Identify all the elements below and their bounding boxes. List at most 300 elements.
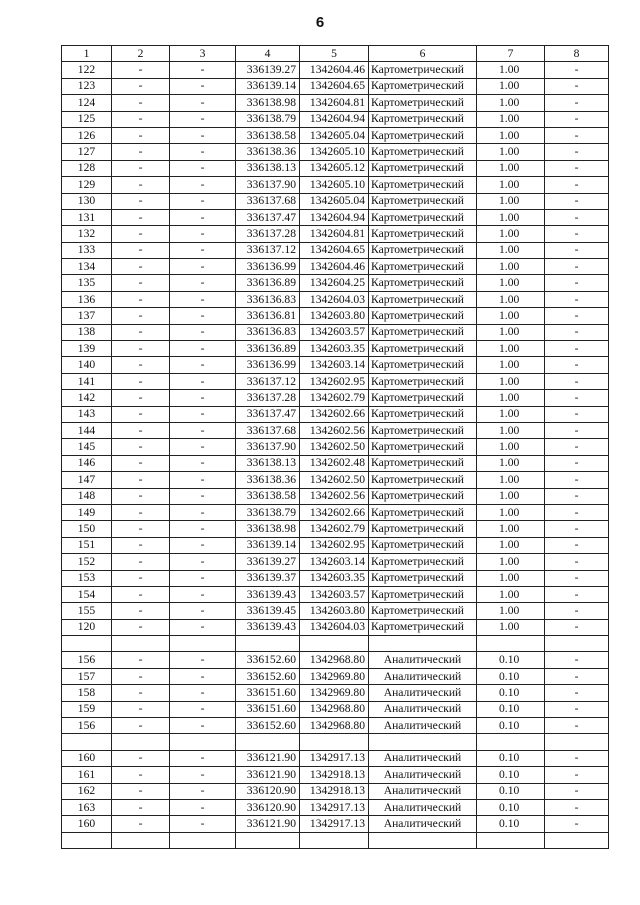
table-row — [62, 406, 609, 422]
col-8-cell: - — [545, 455, 609, 471]
col-2-cell: - — [112, 390, 170, 406]
col-8-cell: - — [545, 537, 609, 553]
method-cell: Картометрический — [369, 111, 477, 127]
accuracy-cell: 0.10 — [477, 685, 545, 701]
method-cell — [369, 636, 477, 652]
coord-y-cell: 1342969.80 — [300, 685, 369, 701]
header-cell-7: 7 — [477, 46, 545, 62]
accuracy-cell: 1.00 — [477, 521, 545, 537]
col-3-cell: - — [170, 226, 236, 242]
col-2-cell: - — [112, 685, 170, 701]
method-cell: Картометрический — [369, 488, 477, 504]
col-3-cell: - — [170, 193, 236, 209]
coord-y-cell: 1342604.94 — [300, 209, 369, 225]
table-row — [62, 242, 609, 258]
col-2-cell: - — [112, 160, 170, 176]
coord-y-cell: 1342968.80 — [300, 652, 369, 668]
coord-y-cell: 1342602.66 — [300, 504, 369, 520]
method-cell: Картометрический — [369, 308, 477, 324]
point-number-cell: 139 — [62, 341, 112, 357]
col-8-cell — [545, 832, 609, 848]
coord-x-cell: 336139.27 — [236, 554, 300, 570]
col-8-cell: - — [545, 324, 609, 340]
method-cell: Картометрический — [369, 570, 477, 586]
coord-y-cell: 1342603.14 — [300, 554, 369, 570]
coord-y-cell: 1342602.48 — [300, 455, 369, 471]
coord-y-cell: 1342602.79 — [300, 390, 369, 406]
point-number-cell: 128 — [62, 160, 112, 176]
accuracy-cell: 1.00 — [477, 504, 545, 520]
method-cell: Аналитический — [369, 668, 477, 684]
coord-y-cell: 1342604.03 — [300, 291, 369, 307]
coord-x-cell: 336139.27 — [236, 62, 300, 78]
coord-y-cell: 1342604.81 — [300, 226, 369, 242]
coord-x-cell: 336138.58 — [236, 488, 300, 504]
accuracy-cell: 0.10 — [477, 652, 545, 668]
col-8-cell: - — [545, 390, 609, 406]
col-2-cell: - — [112, 308, 170, 324]
col-8-cell: - — [545, 472, 609, 488]
coord-y-cell: 1342602.95 — [300, 373, 369, 389]
header-cell-3: 3 — [170, 46, 236, 62]
col-2-cell: - — [112, 750, 170, 766]
method-cell: Картометрический — [369, 390, 477, 406]
point-number-cell: 135 — [62, 275, 112, 291]
method-cell: Картометрический — [369, 603, 477, 619]
table-row — [62, 586, 609, 602]
method-cell: Картометрический — [369, 619, 477, 635]
coord-y-cell: 1342603.80 — [300, 603, 369, 619]
accuracy-cell: 1.00 — [477, 554, 545, 570]
accuracy-cell: 1.00 — [477, 209, 545, 225]
accuracy-cell: 1.00 — [477, 242, 545, 258]
accuracy-cell: 1.00 — [477, 111, 545, 127]
accuracy-cell: 1.00 — [477, 390, 545, 406]
method-cell: Картометрический — [369, 127, 477, 143]
accuracy-cell: 1.00 — [477, 95, 545, 111]
method-cell: Картометрический — [369, 275, 477, 291]
method-cell: Аналитический — [369, 783, 477, 799]
point-number-cell: 157 — [62, 668, 112, 684]
coord-x-cell: 336138.98 — [236, 521, 300, 537]
col-2-cell: - — [112, 668, 170, 684]
col-2-cell: - — [112, 226, 170, 242]
table-row — [62, 537, 609, 553]
method-cell: Картометрический — [369, 78, 477, 94]
method-cell — [369, 734, 477, 750]
col-3-cell: - — [170, 685, 236, 701]
col-3-cell: - — [170, 816, 236, 832]
header-cell-1: 1 — [62, 46, 112, 62]
method-cell: Картометрический — [369, 193, 477, 209]
accuracy-cell — [477, 636, 545, 652]
method-cell: Картометрический — [369, 373, 477, 389]
method-cell: Картометрический — [369, 95, 477, 111]
point-number-cell: 142 — [62, 390, 112, 406]
col-3-cell: - — [170, 554, 236, 570]
table-row — [62, 488, 609, 504]
col-2-cell: - — [112, 193, 170, 209]
col-2-cell: - — [112, 504, 170, 520]
col-3-cell: - — [170, 341, 236, 357]
col-2-cell: - — [112, 341, 170, 357]
col-3-cell — [170, 734, 236, 750]
method-cell: Картометрический — [369, 472, 477, 488]
col-2-cell: - — [112, 357, 170, 373]
coord-y-cell: 1342605.04 — [300, 193, 369, 209]
table-row — [62, 62, 609, 78]
point-number-cell: 147 — [62, 472, 112, 488]
col-2-cell: - — [112, 472, 170, 488]
col-2-cell: - — [112, 603, 170, 619]
table-row — [62, 226, 609, 242]
point-number-cell: 156 — [62, 652, 112, 668]
coord-y-cell: 1342917.13 — [300, 799, 369, 815]
col-3-cell: - — [170, 275, 236, 291]
table-row — [62, 127, 609, 143]
table-row — [62, 78, 609, 94]
accuracy-cell: 1.00 — [477, 472, 545, 488]
coord-y-cell: 1342602.50 — [300, 439, 369, 455]
table-row — [62, 521, 609, 537]
col-8-cell: - — [545, 259, 609, 275]
col-3-cell: - — [170, 750, 236, 766]
coord-y-cell: 1342605.12 — [300, 160, 369, 176]
coord-x-cell: 336137.90 — [236, 177, 300, 193]
coord-x-cell — [236, 832, 300, 848]
col-8-cell: - — [545, 62, 609, 78]
table-row — [62, 750, 609, 766]
accuracy-cell: 1.00 — [477, 586, 545, 602]
col-8-cell: - — [545, 685, 609, 701]
coord-x-cell: 336137.28 — [236, 390, 300, 406]
col-2-cell: - — [112, 718, 170, 734]
coord-y-cell: 1342604.03 — [300, 619, 369, 635]
method-cell: Картометрический — [369, 455, 477, 471]
coord-x-cell: 336121.90 — [236, 750, 300, 766]
col-8-cell: - — [545, 586, 609, 602]
coord-x-cell: 336138.36 — [236, 472, 300, 488]
col-8-cell: - — [545, 357, 609, 373]
col-3-cell: - — [170, 291, 236, 307]
table-row — [62, 504, 609, 520]
coord-x-cell: 336139.14 — [236, 78, 300, 94]
col-3-cell — [170, 832, 236, 848]
table-row — [62, 652, 609, 668]
table-header-row — [62, 46, 609, 62]
accuracy-cell: 0.10 — [477, 799, 545, 815]
coord-x-cell: 336152.60 — [236, 718, 300, 734]
col-8-cell: - — [545, 554, 609, 570]
col-3-cell: - — [170, 390, 236, 406]
coord-x-cell: 336138.36 — [236, 144, 300, 160]
col-2-cell: - — [112, 406, 170, 422]
method-cell: Картометрический — [369, 537, 477, 553]
point-number-cell: 161 — [62, 767, 112, 783]
coordinates-table — [61, 45, 609, 849]
col-3-cell: - — [170, 177, 236, 193]
col-8-cell: - — [545, 439, 609, 455]
accuracy-cell: 1.00 — [477, 226, 545, 242]
col-2-cell: - — [112, 422, 170, 438]
method-cell: Картометрический — [369, 62, 477, 78]
accuracy-cell: 1.00 — [477, 259, 545, 275]
accuracy-cell: 0.10 — [477, 783, 545, 799]
table-row — [62, 718, 609, 734]
point-number-cell: 156 — [62, 718, 112, 734]
table-row — [62, 668, 609, 684]
table-spacer-row — [62, 636, 609, 652]
coord-x-cell: 336120.90 — [236, 799, 300, 815]
point-number-cell: 145 — [62, 439, 112, 455]
method-cell: Картометрический — [369, 357, 477, 373]
col-3-cell: - — [170, 406, 236, 422]
coord-x-cell: 336139.43 — [236, 619, 300, 635]
table-spacer-row — [62, 832, 609, 848]
col-2-cell — [112, 832, 170, 848]
coord-x-cell: 336151.60 — [236, 701, 300, 717]
coord-x-cell: 336138.98 — [236, 95, 300, 111]
col-8-cell: - — [545, 668, 609, 684]
col-2-cell: - — [112, 111, 170, 127]
accuracy-cell: 1.00 — [477, 193, 545, 209]
table-row — [62, 685, 609, 701]
col-2-cell: - — [112, 783, 170, 799]
point-number-cell: 163 — [62, 799, 112, 815]
col-2-cell: - — [112, 521, 170, 537]
col-8-cell: - — [545, 226, 609, 242]
table-row — [62, 357, 609, 373]
accuracy-cell: 1.00 — [477, 127, 545, 143]
coord-y-cell: 1342605.10 — [300, 144, 369, 160]
table-row — [62, 341, 609, 357]
col-3-cell: - — [170, 455, 236, 471]
coord-x-cell: 336136.83 — [236, 291, 300, 307]
col-3-cell: - — [170, 422, 236, 438]
col-8-cell: - — [545, 78, 609, 94]
coord-x-cell: 336137.12 — [236, 373, 300, 389]
method-cell: Картометрический — [369, 406, 477, 422]
table-row — [62, 177, 609, 193]
col-2-cell: - — [112, 127, 170, 143]
table-row — [62, 799, 609, 815]
coord-x-cell: 336137.12 — [236, 242, 300, 258]
accuracy-cell: 1.00 — [477, 291, 545, 307]
header-cell-8: 8 — [545, 46, 609, 62]
method-cell: Картометрический — [369, 341, 477, 357]
col-2-cell: - — [112, 439, 170, 455]
col-3-cell: - — [170, 799, 236, 815]
method-cell: Аналитический — [369, 718, 477, 734]
col-2-cell: - — [112, 62, 170, 78]
accuracy-cell: 1.00 — [477, 455, 545, 471]
accuracy-cell — [477, 734, 545, 750]
col-3-cell: - — [170, 619, 236, 635]
point-number-cell: 132 — [62, 226, 112, 242]
page-number: 6 — [315, 14, 325, 31]
table-row — [62, 160, 609, 176]
col-3-cell: - — [170, 652, 236, 668]
coord-x-cell — [236, 636, 300, 652]
coord-y-cell: 1342969.80 — [300, 668, 369, 684]
col-2-cell: - — [112, 242, 170, 258]
col-8-cell: - — [545, 209, 609, 225]
coord-x-cell: 336137.47 — [236, 406, 300, 422]
coord-y-cell — [300, 832, 369, 848]
col-3-cell: - — [170, 521, 236, 537]
coord-y-cell: 1342918.13 — [300, 767, 369, 783]
coord-x-cell: 336136.83 — [236, 324, 300, 340]
coord-y-cell: 1342602.56 — [300, 422, 369, 438]
method-cell: Картометрический — [369, 160, 477, 176]
point-number-cell: 136 — [62, 291, 112, 307]
point-number-cell: 155 — [62, 603, 112, 619]
coord-x-cell: 336121.90 — [236, 816, 300, 832]
point-number-cell: 140 — [62, 357, 112, 373]
header-cell-5: 5 — [300, 46, 369, 62]
method-cell: Аналитический — [369, 799, 477, 815]
point-number-cell: 127 — [62, 144, 112, 160]
coord-y-cell: 1342605.04 — [300, 127, 369, 143]
coord-x-cell: 336139.14 — [236, 537, 300, 553]
accuracy-cell: 1.00 — [477, 357, 545, 373]
coord-y-cell: 1342968.80 — [300, 718, 369, 734]
point-number-cell: 143 — [62, 406, 112, 422]
coord-y-cell: 1342602.56 — [300, 488, 369, 504]
accuracy-cell: 0.10 — [477, 701, 545, 717]
point-number-cell: 133 — [62, 242, 112, 258]
col-3-cell: - — [170, 127, 236, 143]
coord-x-cell: 336138.79 — [236, 111, 300, 127]
col-3-cell: - — [170, 668, 236, 684]
col-3-cell: - — [170, 373, 236, 389]
accuracy-cell: 1.00 — [477, 439, 545, 455]
col-8-cell: - — [545, 291, 609, 307]
coord-y-cell: 1342604.46 — [300, 259, 369, 275]
col-2-cell: - — [112, 816, 170, 832]
col-3-cell: - — [170, 144, 236, 160]
method-cell: Картометрический — [369, 259, 477, 275]
coord-x-cell: 336137.68 — [236, 193, 300, 209]
point-number-cell: 144 — [62, 422, 112, 438]
coord-x-cell: 336137.47 — [236, 209, 300, 225]
col-8-cell — [545, 636, 609, 652]
coord-x-cell: 336137.68 — [236, 422, 300, 438]
accuracy-cell: 1.00 — [477, 570, 545, 586]
accuracy-cell: 0.10 — [477, 668, 545, 684]
col-3-cell: - — [170, 62, 236, 78]
point-number-cell: 134 — [62, 259, 112, 275]
table-row — [62, 111, 609, 127]
col-2-cell: - — [112, 291, 170, 307]
point-number-cell: 162 — [62, 783, 112, 799]
accuracy-cell: 1.00 — [477, 406, 545, 422]
accuracy-cell: 1.00 — [477, 537, 545, 553]
col-2-cell — [112, 636, 170, 652]
col-8-cell: - — [545, 95, 609, 111]
accuracy-cell: 1.00 — [477, 275, 545, 291]
coord-y-cell: 1342603.35 — [300, 341, 369, 357]
method-cell: Картометрический — [369, 422, 477, 438]
col-8-cell: - — [545, 127, 609, 143]
accuracy-cell: 0.10 — [477, 816, 545, 832]
point-number-cell: 146 — [62, 455, 112, 471]
col-2-cell: - — [112, 209, 170, 225]
table-row — [62, 390, 609, 406]
col-8-cell: - — [545, 275, 609, 291]
method-cell: Картометрический — [369, 554, 477, 570]
col-3-cell: - — [170, 111, 236, 127]
point-number-cell: 122 — [62, 62, 112, 78]
method-cell: Картометрический — [369, 324, 477, 340]
coord-y-cell: 1342604.94 — [300, 111, 369, 127]
col-8-cell: - — [545, 521, 609, 537]
point-number-cell: 141 — [62, 373, 112, 389]
method-cell: Аналитический — [369, 767, 477, 783]
accuracy-cell: 1.00 — [477, 62, 545, 78]
table-row — [62, 619, 609, 635]
col-2-cell: - — [112, 799, 170, 815]
method-cell: Картометрический — [369, 226, 477, 242]
col-2-cell: - — [112, 554, 170, 570]
table-spacer-row — [62, 734, 609, 750]
table-row — [62, 95, 609, 111]
table-row — [62, 209, 609, 225]
table-row — [62, 259, 609, 275]
col-3-cell — [170, 636, 236, 652]
coord-x-cell: 336136.89 — [236, 275, 300, 291]
accuracy-cell: 1.00 — [477, 144, 545, 160]
col-2-cell: - — [112, 95, 170, 111]
method-cell: Аналитический — [369, 685, 477, 701]
coord-y-cell: 1342602.50 — [300, 472, 369, 488]
point-number-cell: 149 — [62, 504, 112, 520]
col-3-cell: - — [170, 308, 236, 324]
table-row — [62, 455, 609, 471]
col-2-cell: - — [112, 324, 170, 340]
col-2-cell: - — [112, 78, 170, 94]
point-number-cell: 130 — [62, 193, 112, 209]
col-2-cell: - — [112, 701, 170, 717]
coord-y-cell: 1342604.25 — [300, 275, 369, 291]
coord-x-cell: 336151.60 — [236, 685, 300, 701]
col-8-cell: - — [545, 619, 609, 635]
col-8-cell: - — [545, 603, 609, 619]
point-number-cell: 160 — [62, 750, 112, 766]
accuracy-cell: 1.00 — [477, 488, 545, 504]
coord-y-cell: 1342602.66 — [300, 406, 369, 422]
coord-y-cell: 1342605.10 — [300, 177, 369, 193]
col-3-cell: - — [170, 783, 236, 799]
col-2-cell: - — [112, 259, 170, 275]
col-3-cell: - — [170, 324, 236, 340]
table-row — [62, 783, 609, 799]
col-8-cell: - — [545, 750, 609, 766]
col-3-cell: - — [170, 718, 236, 734]
accuracy-cell: 1.00 — [477, 373, 545, 389]
col-8-cell: - — [545, 160, 609, 176]
col-3-cell: - — [170, 439, 236, 455]
table-row — [62, 291, 609, 307]
point-number-cell: 160 — [62, 816, 112, 832]
coord-x-cell: 336121.90 — [236, 767, 300, 783]
table-row — [62, 308, 609, 324]
coord-x-cell: 336138.13 — [236, 455, 300, 471]
col-8-cell: - — [545, 718, 609, 734]
header-cell-2: 2 — [112, 46, 170, 62]
col-2-cell: - — [112, 586, 170, 602]
col-8-cell: - — [545, 488, 609, 504]
